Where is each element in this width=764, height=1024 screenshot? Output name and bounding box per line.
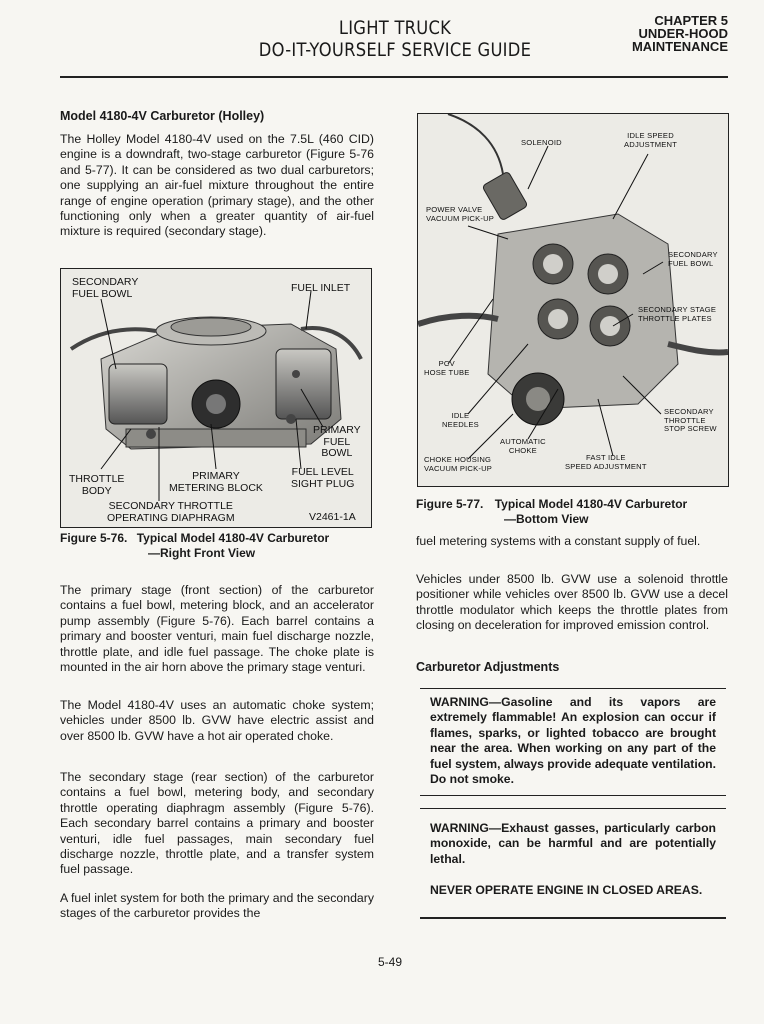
figure-5-77-caption: [416, 497, 730, 527]
chapter-heading: [632, 14, 728, 53]
label-line: POWER VALVE: [426, 205, 483, 214]
label-line: FUEL BOWL: [72, 287, 133, 300]
warning-gasoline-text: WARNING—Gasoline and its vapors are extremely flammable! An explosion can occur if flames, sparks, or lighted tobacco are brought near the area. When working on any part of the fuel system, always provide adequate ventilation. Do not smoke.: [430, 695, 716, 787]
label-line: FUEL LEVEL: [291, 466, 354, 478]
label-secondary-throttle-diaphragm: [107, 501, 235, 524]
caption-line2: —Right Front View: [148, 546, 256, 560]
header-rule: [60, 76, 728, 78]
primary-stage-paragraph: The primary stage (front section) of the carburetor contains a fuel bowl, metering block, and an accelerator pump assembly (Figure 5-76). Each barrel contains a primary and booster venturi, main fuel discharge nozzle, throttle plate, and idle fuel passage. The choke plate is mounted in the air horn above the primary stage venturi.: [60, 583, 374, 675]
label-line: SECONDARY: [72, 276, 139, 288]
chapter-number: CHAPTER 5: [654, 13, 728, 28]
label-line: BOWL: [321, 447, 353, 459]
section-heading-adjustments: Carburetor Adjustments: [416, 660, 560, 674]
warning-exhaust: [420, 808, 726, 915]
label-line: PCV: [438, 359, 455, 368]
warning-exhaust-text: WARNING—Exhaust gasses, particularly carbon monoxide, can be harmful and are potentially lethal.: [430, 821, 716, 866]
warning-bottom-rule: [420, 917, 726, 919]
label-choke-housing: [424, 456, 492, 473]
chapter-name-line1: UNDER-HOOD: [638, 26, 728, 41]
label-line: SIGHT PLUG: [291, 477, 355, 490]
label-secondary-fuel-bowl: [72, 277, 138, 300]
label-line: PRIMARY: [192, 470, 240, 482]
label-pcv-hose-tube: [424, 360, 470, 377]
label-power-valve: [426, 206, 494, 223]
figure-5-77: [417, 113, 729, 487]
figure-number: Figure 5-76.: [60, 531, 128, 545]
label-secondary-stage-throttle-plates: [638, 306, 716, 323]
secondary-stage-paragraph: The secondary stage (rear section) of the carburetor contains a fuel bowl, metering body, and secondary throttle operating diaphragm assembly (Figure 5-76). Each secondary barrel contains a primary and booster venturi, idle fuel passages, main secondary fuel discharge nozzle, throttle plate, and a transfer system fuel passage.: [60, 770, 374, 877]
figure-5-76: [60, 268, 372, 528]
label-automatic-choke: [500, 438, 546, 455]
intro-paragraph: The Holley Model 4180-4V used on the 7.5L (460 CID) engine is a downdraft, two-stage carburetor (Figure 5-76 and 5-77). It can be considered as two dual carburetors; one supplying an air-fuel mixture throughout the entire range of engine operation (primary stage), and the other functioning only when a greater quantity of air-fuel mixture is required (secondary stage).: [60, 132, 374, 239]
label-line: VACUUM PICK-UP: [424, 463, 493, 473]
label-line: FUEL: [323, 435, 351, 448]
fuel-inlet-paragraph: A fuel inlet system for both the primary and the secondary stages of the carburetor provides the: [60, 891, 374, 921]
caption-line1: Typical Model 4180-4V Carburetor: [494, 497, 688, 511]
choke-paragraph: The Model 4180-4V uses an automatic choke system; vehicles under 8500 lb. GVW have electric assist and over 8500 lb. GVW have a hot air operated choke.: [60, 698, 374, 743]
label-line: NEEDLES: [442, 419, 479, 429]
warning-closed-areas-text: NEVER OPERATE ENGINE IN CLOSED AREAS.: [430, 883, 703, 898]
label-fuel-level-sight-plug: [291, 467, 354, 490]
label-line: AUTOMATIC: [500, 437, 546, 446]
label-line: CHOKE: [508, 445, 537, 455]
label-line: CHOKE HOUSING: [424, 455, 492, 464]
label-line: THROTTLE PLATES: [638, 313, 712, 323]
label-idle-needles: [442, 412, 479, 429]
figure-5-76-caption: [60, 531, 374, 561]
vehicles-paragraph: Vehicles under 8500 lb. GVW use a solenoid throttle positioner while vehicles over 8500 lb. GVW use a decel throttle modulator which keeps the throttle plates from closing on deceleration for improved emission control.: [416, 572, 728, 633]
label-line: VACUUM PICK-UP: [426, 213, 495, 223]
page-number: 5-49: [377, 955, 403, 969]
label-line: IDLE: [451, 411, 470, 420]
label-idle-speed-adjustment: [624, 132, 677, 149]
label-line: ADJUSTMENT: [624, 139, 678, 149]
section-heading-holley: Model 4180-4V Carburetor (Holley): [60, 109, 265, 123]
guide-title-line2: DO-IT-YOURSELF SERVICE GUIDE: [258, 39, 532, 61]
label-line: FUEL BOWL: [668, 258, 714, 268]
guide-title-line1: LIGHT TRUCK: [338, 17, 452, 39]
label-line: HOSE TUBE: [424, 367, 470, 377]
label-fuel-inlet: FUEL INLET: [291, 282, 351, 294]
warning-gasoline: [420, 688, 726, 796]
label-primary-metering-block: [169, 471, 263, 494]
caption-line1: Typical Model 4180-4V Carburetor: [136, 531, 330, 545]
label-line: IDLE SPEED: [627, 131, 674, 140]
chapter-name-line2: MAINTENANCE: [631, 39, 728, 54]
label-line: BODY: [81, 484, 112, 497]
label-line: SECONDARY: [664, 407, 714, 416]
label-line: SPEED ADJUSTMENT: [565, 461, 647, 471]
label-solenoid: SOLENOID: [521, 138, 562, 147]
label-line: SECONDARY STAGE: [638, 305, 717, 314]
figure-code: V2461-1A: [309, 511, 356, 523]
label-primary-fuel-bowl: [313, 425, 361, 460]
label-line: PRIMARY: [313, 424, 361, 436]
label-throttle-body: [69, 474, 124, 497]
label-secondary-fuel-bowl-77: [668, 251, 718, 268]
figure-number: Figure 5-77.: [416, 497, 484, 511]
label-line: FAST IDLE: [586, 453, 626, 462]
label-line: THROTTLE: [69, 473, 125, 485]
label-fast-idle: [565, 454, 647, 471]
label-line: METERING BLOCK: [169, 481, 263, 494]
label-line: OPERATING DIAPHRAGM: [107, 511, 235, 524]
label-secondary-throttle-stop-screw: [664, 408, 717, 434]
caption-line2: —Bottom View: [504, 512, 589, 526]
guide-title: [240, 17, 550, 61]
label-line: THROTTLE: [664, 415, 706, 425]
label-line: SECONDARY: [668, 250, 718, 259]
label-line: STOP SCREW: [664, 424, 717, 434]
fuel-metering-paragraph: fuel metering systems with a constant supply of fuel.: [416, 534, 701, 548]
label-line: SECONDARY THROTTLE: [108, 500, 233, 512]
